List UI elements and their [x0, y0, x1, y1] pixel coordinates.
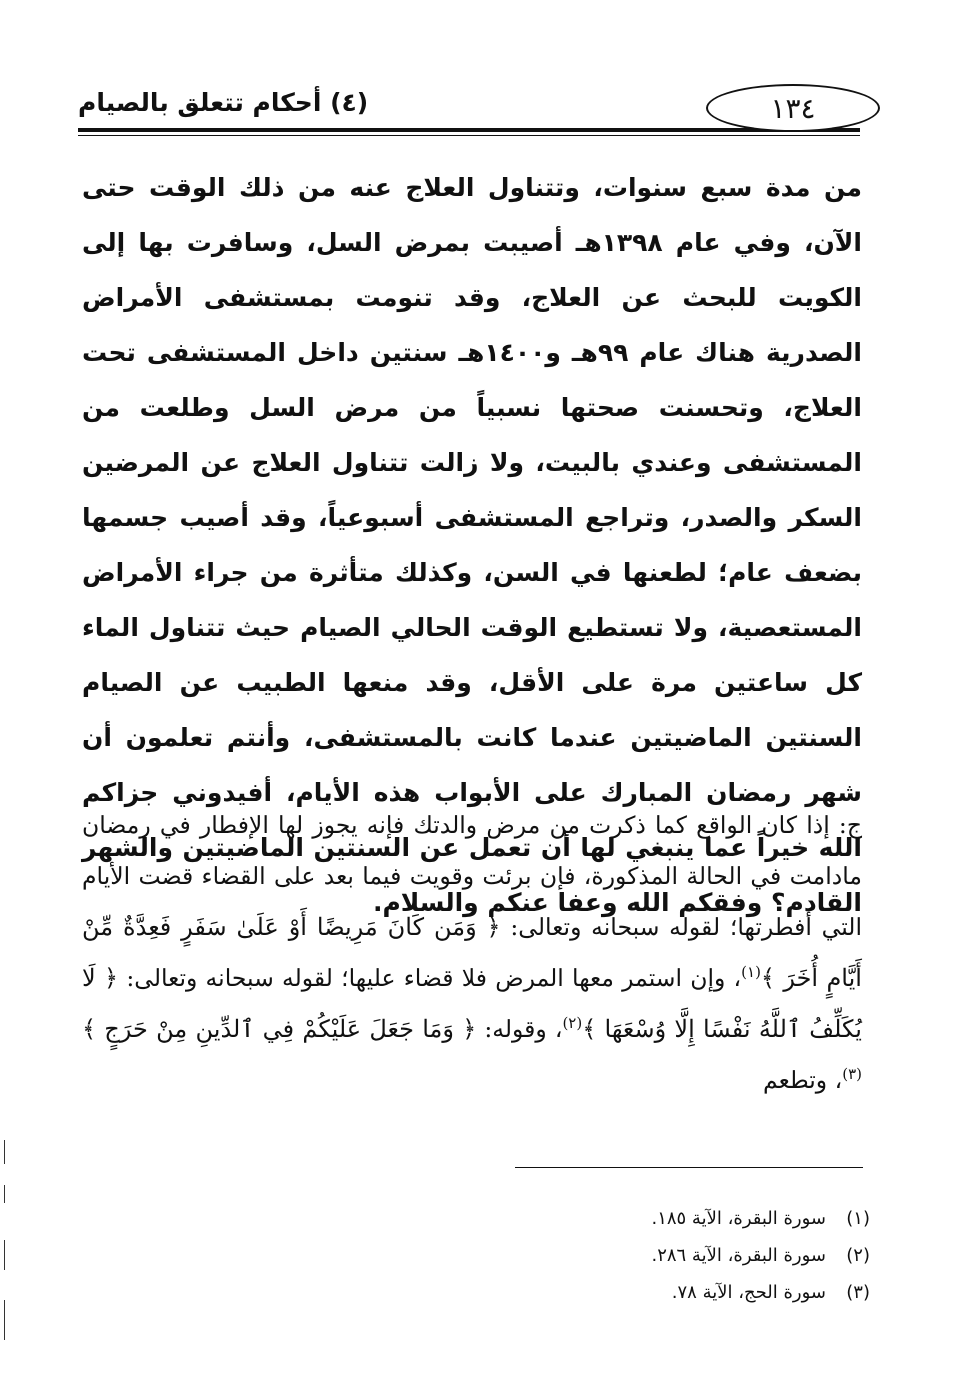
answer-part-1: ج: إذا كان الواقع كما ذكرت من مرض والدتك فإنه يجوز لها الإفطار في رمضان مادامت في الحالة المذكورة، فإن برئت وقويت فيما بعد على القضاء قضت الأيام التي أفطرتها؛ لقوله سبحانه وتعالى:	[82, 811, 862, 941]
footnote-2	[500, 1237, 870, 1274]
header-rule-thin	[78, 135, 860, 136]
running-title: (٤) أحكام تتعلق بالصيام	[78, 88, 369, 117]
footnote-ref-2[interactable]: (٢)	[562, 1014, 583, 1033]
quran-verse-3: ﴿ وَمَا جَعَلَ عَلَيْكُمْ فِي ٱلدِّينِ مِنْ حَرَجٍ ﴾	[82, 1015, 477, 1043]
quran-verse-2: ﴿ لَا يُكَلِّفُ ٱللَّهُ نَفْسًا إِلَّا وُسْعَهَا ﴾	[82, 964, 862, 1043]
footnote-number: (٢)	[846, 1245, 870, 1266]
answer-part-4: ، وتطعم	[763, 1066, 843, 1094]
footnote-number: (١)	[846, 1208, 870, 1229]
scan-edge-mark	[4, 1240, 5, 1270]
question-paragraph: من مدة سبع سنوات، وتتناول العلاج عنه من ذلك الوقت حتى الآن، وفي عام ١٣٩٨هـ أصيبت بمرض السل، وسافرت بها إلى الكويت للبحث عن العلاج، وقد تنومت بمستشفى الأمراض الصدرية هناك عام ٩٩هـ و١٤٠٠هـ سنتين داخل المستشفى تحت العلاج، وتحسنت صحتها نسبياً من مرض السل وطلعت من المستشفى وعندي بالبيت، ولا زالت تتناول العلاج عن المرضين السكر والصدر، وتراجع المستشفى أسبوعياً، وقد أصيب جسمها بضعف عام؛ لطعنها في السن، وكذلك متأثرة من جراء الأمراض المستعصية، ولا تستطيع الوقت الحالي الصيام حيث تتناول الماء كل ساعتين مرة على الأقل، وقد منعها الطبيب عن الصيام السنتين الماضيتين عندما كانت بالمستشفى، وأنتم تعلمون أن شهر رمضان المبارك على الأبواب هذه الأيام، أفيدوني جزاكم الله خيراً عما ينبغي لها أن تعمل عن السنتين الماضيتين والشهر القادم؟ وفقكم الله وعفا عنكم والسلام.	[82, 173, 862, 917]
answer-part-3: ، وقوله:	[484, 1015, 563, 1043]
footnote-text: سورة البقرة، الآية ٢٨٦.	[651, 1245, 826, 1266]
footnote-separator	[515, 1167, 863, 1168]
quran-verse-1: ﴿ وَمَن كَانَ مَرِيضًا أَوْ عَلَىٰ سَفَرٍ فَعِدَّةٌ مِّنْ أَيَّامٍ أُخَرَ ﴾	[82, 913, 862, 992]
scan-edge-mark	[4, 1185, 5, 1203]
footnote-text: سورة الحج، الآية ٧٨.	[671, 1282, 826, 1303]
page-number: ١٣٤	[706, 84, 880, 132]
answer-paragraph	[82, 800, 862, 1106]
answer-text	[82, 800, 862, 1106]
footnote-1	[500, 1200, 870, 1237]
footnote-number: (٣)	[846, 1282, 870, 1303]
header-rule	[78, 128, 860, 132]
answer-part-2: ، وإن استمر معها المرض فلا قضاء عليها؛ لقوله سبحانه وتعالى:	[126, 964, 742, 992]
scan-edge-mark	[4, 1300, 5, 1340]
footnote-text: سورة البقرة، الآية ١٨٥.	[651, 1208, 826, 1229]
footnotes	[500, 1200, 870, 1311]
footnote-ref-1[interactable]: (١)	[741, 963, 761, 982]
scan-edge-mark	[4, 1140, 5, 1164]
footnote-ref-3[interactable]: (٣)	[842, 1065, 862, 1084]
footnote-3	[500, 1274, 870, 1311]
page-header	[78, 84, 868, 134]
